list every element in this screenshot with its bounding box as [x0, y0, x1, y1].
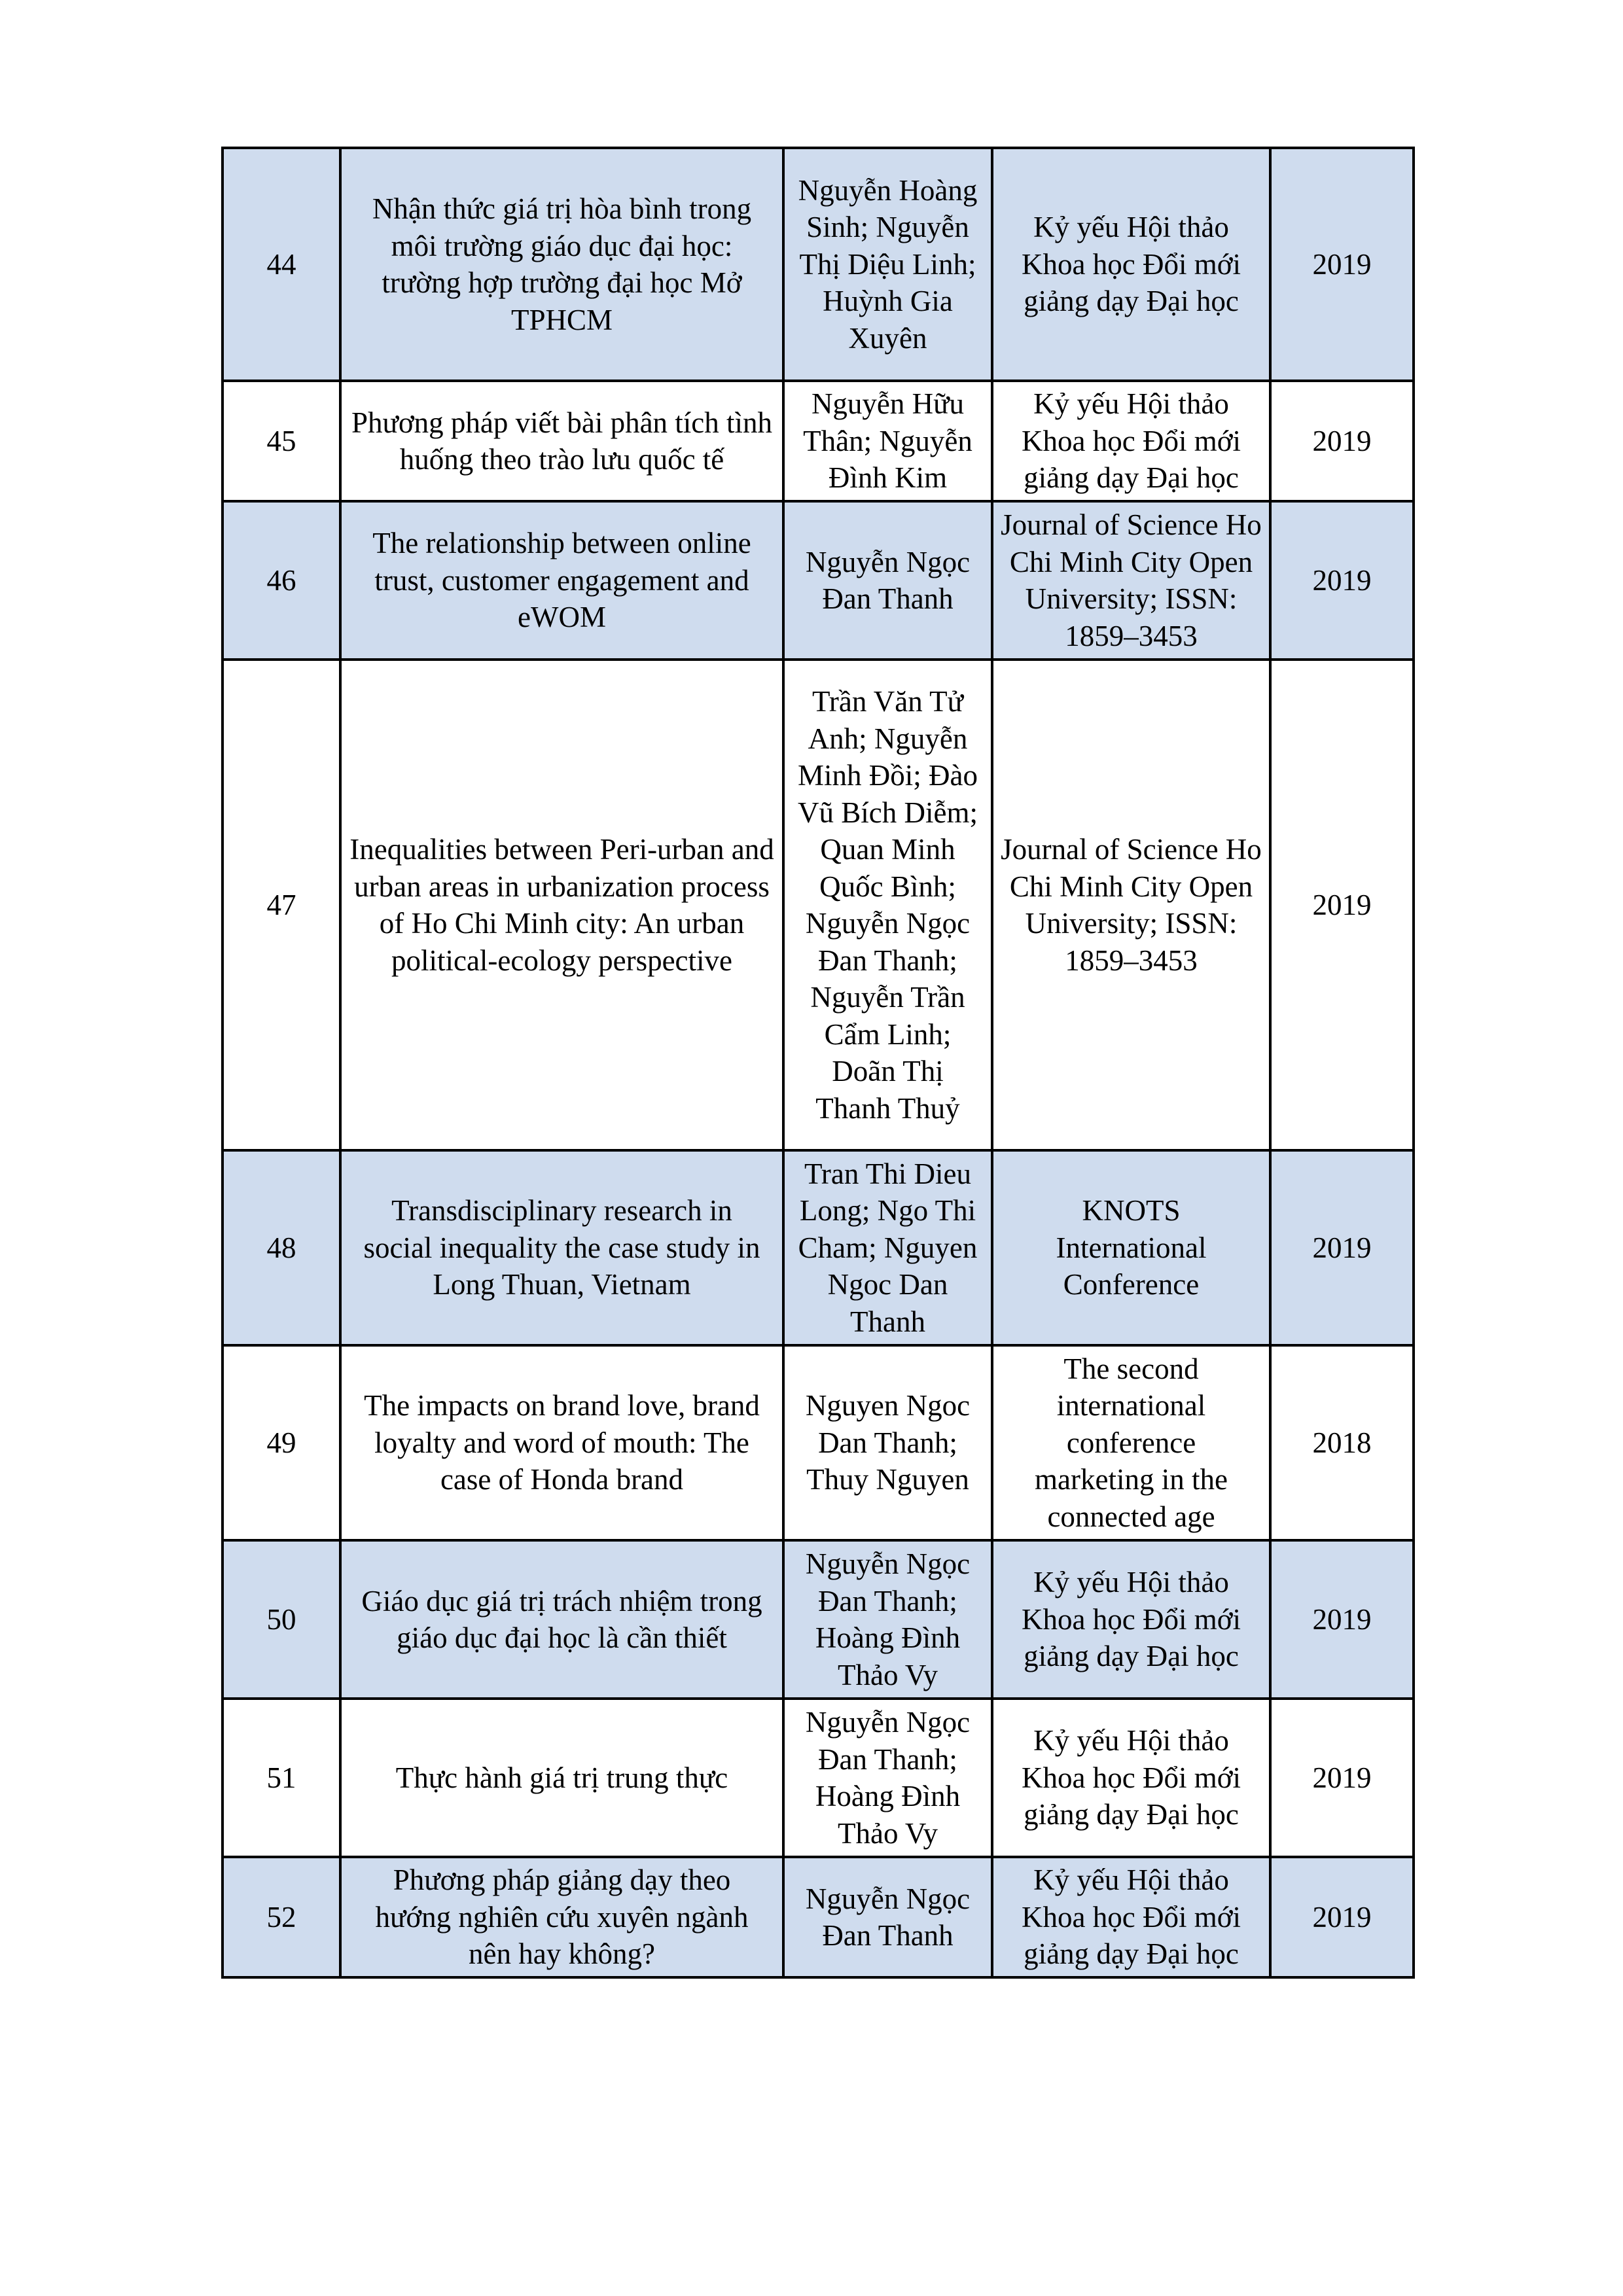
publication-authors: Tran Thi Dieu Long; Ngo Thi Cham; Nguyen Ngoc Dan Thanh — [783, 1150, 992, 1345]
publication-venue: Kỷ yếu Hội thảo Khoa học Đổi mới giảng dạy Đại học — [992, 1699, 1270, 1857]
publication-authors: Nguyễn Ngọc Đan Thanh — [783, 501, 992, 660]
publication-authors: Nguyễn Ngọc Đan Thanh; Hoàng Đình Thảo Vy — [783, 1540, 992, 1699]
publication-year: 2019 — [1270, 381, 1414, 501]
row-number: 44 — [223, 148, 340, 381]
row-number: 46 — [223, 501, 340, 660]
publication-authors: Nguyen Ngoc Dan Thanh; Thuy Nguyen — [783, 1345, 992, 1540]
table-row — [223, 501, 1414, 660]
table-row — [223, 148, 1414, 381]
publication-title: Inequalities between Peri-urban and urban areas in urbanization process of Ho Chi Minh city: An urban political-ecology perspective — [340, 660, 783, 1150]
publication-venue: The second international conference marketing in the connected age — [992, 1345, 1270, 1540]
publications-table-body — [223, 148, 1414, 1977]
publication-venue: Journal of Science Ho Chi Minh City Open University; ISSN: 1859–3453 — [992, 501, 1270, 660]
publication-year: 2019 — [1270, 148, 1414, 381]
publication-title: The impacts on brand love, brand loyalty and word of mouth: The case of Honda brand — [340, 1345, 783, 1540]
table-row — [223, 1540, 1414, 1699]
publication-venue: Kỷ yếu Hội thảo Khoa học Đổi mới giảng dạy Đại học — [992, 381, 1270, 501]
publication-authors: Trần Văn Tử Anh; Nguyễn Minh Đồi; Đào Vũ Bích Diễm; Quan Minh Quốc Bình; Nguyễn Ngọc Đan Thanh; Nguyễn Trần Cẩm Linh; Doãn Thị Thanh Thuỷ — [783, 660, 992, 1150]
publication-title: Transdisciplinary research in social inequality the case study in Long Thuan, Vietnam — [340, 1150, 783, 1345]
row-number: 48 — [223, 1150, 340, 1345]
row-number: 52 — [223, 1857, 340, 1977]
row-number: 50 — [223, 1540, 340, 1699]
publication-authors: Nguyễn Ngọc Đan Thanh — [783, 1857, 992, 1977]
publication-year: 2019 — [1270, 1150, 1414, 1345]
table-row — [223, 1345, 1414, 1540]
row-number: 49 — [223, 1345, 340, 1540]
table-row — [223, 381, 1414, 501]
publication-venue: Journal of Science Ho Chi Minh City Open University; ISSN: 1859–3453 — [992, 660, 1270, 1150]
publication-year: 2019 — [1270, 1540, 1414, 1699]
publication-year: 2019 — [1270, 1857, 1414, 1977]
row-number: 45 — [223, 381, 340, 501]
publication-title: Phương pháp viết bài phân tích tình huống theo trào lưu quốc tế — [340, 381, 783, 501]
publication-title: Giáo dục giá trị trách nhiệm trong giáo dục đại học là cần thiết — [340, 1540, 783, 1699]
publication-venue: Kỷ yếu Hội thảo Khoa học Đổi mới giảng dạy Đại học — [992, 1857, 1270, 1977]
row-number: 51 — [223, 1699, 340, 1857]
table-row — [223, 1699, 1414, 1857]
publication-title: Thực hành giá trị trung thực — [340, 1699, 783, 1857]
publication-year: 2018 — [1270, 1345, 1414, 1540]
table-row — [223, 1857, 1414, 1977]
row-number: 47 — [223, 660, 340, 1150]
publication-venue: KNOTS International Conference — [992, 1150, 1270, 1345]
publication-title: Nhận thức giá trị hòa bình trong môi trường giáo dục đại học: trường hợp trường đại học Mở TPHCM — [340, 148, 783, 381]
publication-year: 2019 — [1270, 660, 1414, 1150]
publication-authors: Nguyễn Hữu Thân; Nguyễn Đình Kim — [783, 381, 992, 501]
publication-title: Phương pháp giảng dạy theo hướng nghiên cứu xuyên ngành nên hay không? — [340, 1857, 783, 1977]
table-row — [223, 660, 1414, 1150]
publications-table — [221, 147, 1415, 1979]
table-row — [223, 1150, 1414, 1345]
publication-year: 2019 — [1270, 501, 1414, 660]
publication-year: 2019 — [1270, 1699, 1414, 1857]
publication-authors: Nguyễn Ngọc Đan Thanh; Hoàng Đình Thảo Vy — [783, 1699, 992, 1857]
publication-title: The relationship between online trust, customer engagement and eWOM — [340, 501, 783, 660]
publication-authors: Nguyễn Hoàng Sinh; Nguyễn Thị Diệu Linh; Huỳnh Gia Xuyên — [783, 148, 992, 381]
publication-venue: Kỷ yếu Hội thảo Khoa học Đổi mới giảng dạy Đại học — [992, 1540, 1270, 1699]
publication-venue: Kỷ yếu Hội thảo Khoa học Đổi mới giảng dạy Đại học — [992, 148, 1270, 381]
